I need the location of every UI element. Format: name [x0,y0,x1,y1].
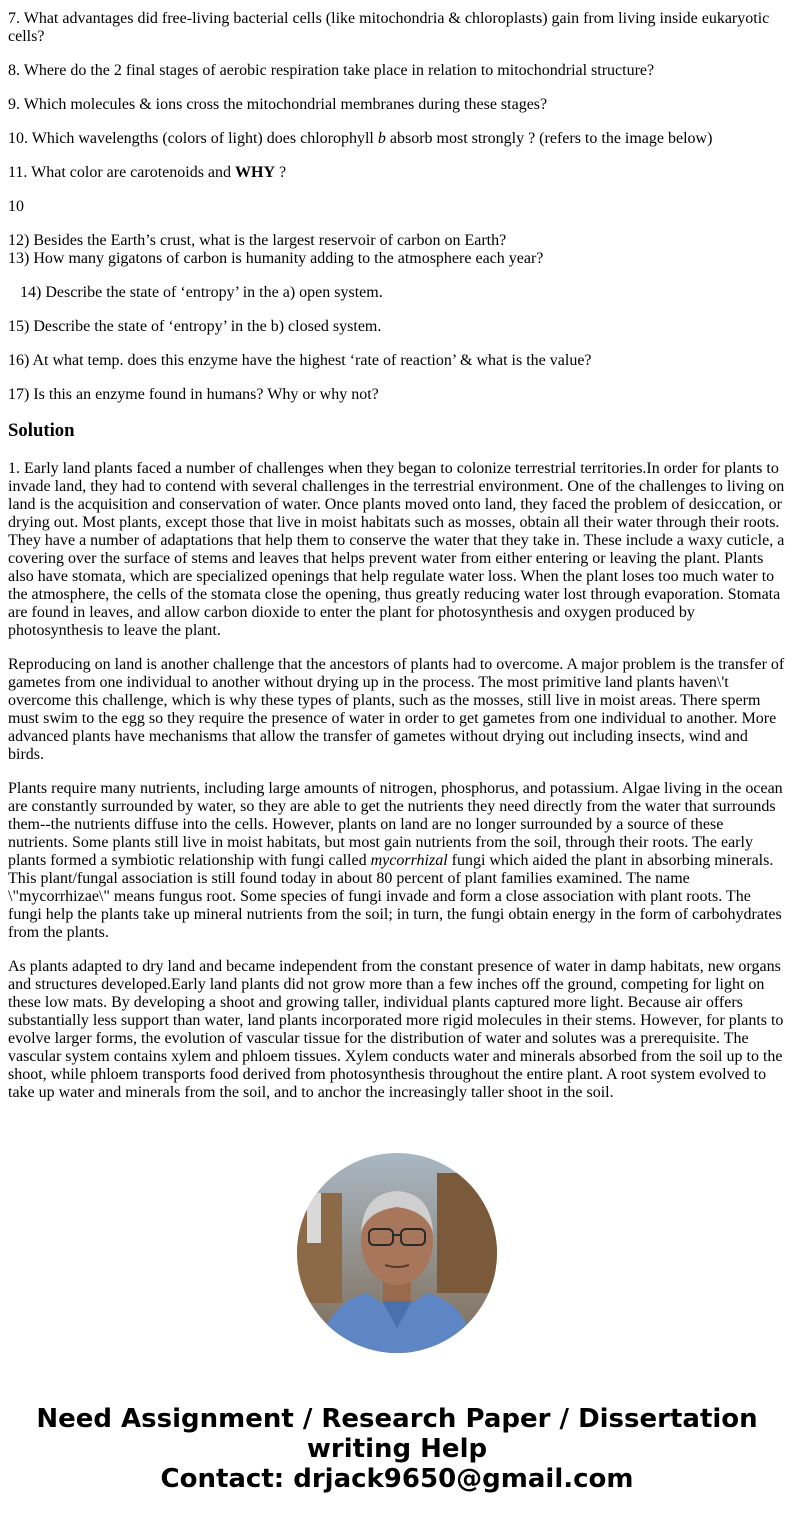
solution-paragraph-3-text-end: fungi which aided the plant in absorbing minerals. This plant/fungal association is still found today in about 80 percent of plant families examined. The name \"mycorrhizae\" means fungus root. Some species of fungi invade and form a close association with plant roots. The fungi help the plants take up mineral nutrients from the soil; in turn, the fungi obtain energy in the form of carbohydrates from the plants. [8,852,782,941]
question-11-bold: WHY [235,164,276,181]
question-13: 13) How many gigatons of carbon is humanity adding to the atmosphere each year? [8,250,544,267]
number-ten: 10 [8,198,24,215]
question-11 [8,164,786,182]
question-8: 8. Where do the 2 final stages of aerobic respiration take place in relation to mitochondrial structure? [8,62,655,79]
banner-contact: Contact: drjack9650@gmail.com [160,1464,634,1494]
solution-paragraph-2: Reproducing on land is another challenge that the ancestors of plants had to overcome. A major problem is the transfer of gametes from one individual to another without drying up in the process. The most primitive land plants haven\'t overcome this challenge, which is why these types of plants, such as the mosses, still live in moist areas. There sperm must swim to the egg so they require the presence of water in order to get gametes from one individual to another. More advanced plants have mechanisms that allow the transfer of gametes without drying out including insects, wind and birds. [8,656,785,763]
question-10-text-end: absorb most strongly ? (refers to the image below) [385,130,713,147]
banner-headline: Need Assignment / Research Paper / Dissertation writing Help [36,1404,758,1464]
question-14: 14) Describe the state of ‘entropy’ in the a) open system. [20,284,383,301]
question-10-italic: b [377,130,386,147]
question-7: 7. What advantages did free-living bacterial cells (like mitochondria & chloroplasts) gain from living inside eukaryotic cells? [8,10,770,45]
question-12-13-group [8,232,786,268]
solution-paragraph-4: As plants adapted to dry land and became independent from the constant presence of water in damp habitats, new organs and structures developed.Early land plants did not grow more than a few inches off the ground, competing for light on these low mats. By developing a shoot and growing taller, individual plants captured more light. Because air offers substantially less support than water, land plants incorporated more rigid molecules in their stems. However, for plants to evolve larger forms, the evolution of vascular tissue for the distribution of water and solutes was a prerequisite. The vascular system contains xylem and phloem tissues. Xylem conducts water and minerals absorbed from the soil up to the shoot, while phloem transports food derived from photosynthesis throughout the entire plant. A root system evolved to take up water and minerals from the soil, and to anchor the increasingly taller shoot in the soil. [8,958,784,1101]
question-10-text: 10. Which wavelengths (colors of light) does chlorophyll [8,130,378,147]
question-11-text: 11. What color are carotenoids and [8,164,236,181]
solution-paragraph-3-text: Plants require many nutrients, including large amounts of nitrogen, phosphorus, and potassium. Algae living in the ocean are constantly surrounded by water, so they are able to get the nutrients they need directly from the water that surrounds them--the nutrients diffuse into the cells. However, plants on land are no longer surrounded by a source of these nutrients. Some plants still live in moist habitats, but most gain nutrients from the soil, through their roots. The early plants formed a symbiotic relationship with fungi called [8,780,783,869]
solution-paragraph-1: 1. Early land plants faced a number of challenges when they began to colonize terrestrial territories.In order for plants to invade land, they had to contend with several challenges in the terrestrial environment. One of the challenges to living on land is the acquisition and conservation of water. Once plants moved onto land, they faced the problem of desiccation, or drying out. Most plants, except those that live in moist habitats such as mosses, obtain all their water through their roots. They have a number of adaptations that help them to conserve the water that they take in. These include a waxy cuticle, a covering over the surface of stems and leaves that helps prevent water from either entering or leaving the plant. Plants also have stomata, which are specialized openings that help regulate water loss. When the plant loses too much water to the atmosphere, the cells of the stomata close the opening, thus greatly reducing water lost through evaporation. Stomata are found in leaves, and allow carbon dioxide to enter the plant for photosynthesis and oxygen produced by photosynthesis to leave the plant. [8,460,785,639]
question-17: 17) Is this an enzyme found in humans? Why or why not? [8,386,379,403]
question-11-text-end: ? [275,164,287,181]
author-photo [297,1153,497,1353]
solution-heading: Solution [8,420,75,441]
question-15: 15) Describe the state of ‘entropy’ in the b) closed system. [8,318,382,335]
solution-paragraph-3-italic: mycorrhizal [370,852,448,869]
question-16: 16) At what temp. does this enzyme have the highest ‘rate of reaction’ & what is the value? [8,352,592,369]
avatar-portrait [297,1153,497,1353]
question-12: 12) Besides the Earth’s crust, what is the largest reservoir of carbon on Earth? [8,232,507,249]
question-10 [8,130,786,148]
solution-paragraph-3 [8,780,786,942]
contact-banner [0,1404,794,1494]
question-9: 9. Which molecules & ions cross the mitochondrial membranes during these stages? [8,96,548,113]
